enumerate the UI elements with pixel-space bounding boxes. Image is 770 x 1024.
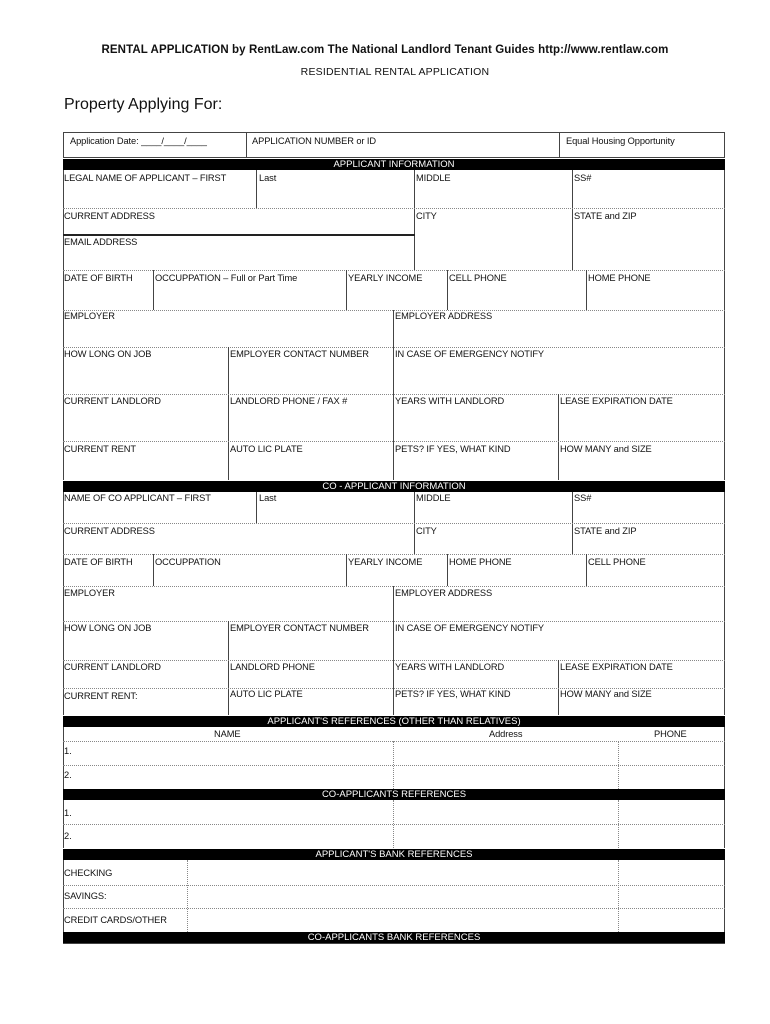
divider: [572, 170, 573, 270]
credit-cards-field[interactable]: CREDIT CARDS/OTHER: [64, 915, 167, 925]
co-pets-field[interactable]: PETS? IF YES, WHAT KIND: [395, 689, 511, 699]
co-ref-row-2[interactable]: 2.: [64, 831, 72, 841]
divider: [228, 621, 229, 715]
row-line: [63, 554, 725, 555]
divider: [256, 492, 257, 523]
co-applicant-references-bar: CO-APPLICANTS REFERENCES: [63, 789, 725, 800]
divider: [558, 394, 559, 480]
divider: [346, 554, 347, 586]
co-cell-phone-field[interactable]: CELL PHONE: [588, 557, 646, 567]
legal-name-first-field[interactable]: LEGAL NAME OF APPLICANT – FIRST: [64, 173, 227, 183]
divider: [586, 554, 587, 586]
years-with-landlord-field[interactable]: YEARS WITH LANDLORD: [395, 396, 505, 406]
row-line: [63, 824, 725, 825]
row-line: [63, 660, 725, 661]
co-landlord-phone-field[interactable]: LANDLORD PHONE: [230, 662, 315, 672]
co-current-landlord-field[interactable]: CURRENT LANDLORD: [64, 662, 161, 672]
co-occupation-field[interactable]: OCCUPPATION: [155, 557, 221, 567]
middle-name-field[interactable]: MIDDLE: [416, 173, 451, 183]
co-years-with-landlord-field[interactable]: YEARS WITH LANDLORD: [395, 662, 505, 672]
date-of-birth-field[interactable]: DATE OF BIRTH: [64, 273, 133, 283]
co-applicant-section-bar: CO - APPLICANT INFORMATION: [63, 481, 725, 492]
co-applicant-bank-bar: CO-APPLICANTS BANK REFERENCES: [63, 932, 725, 943]
auto-plate-field[interactable]: AUTO LIC PLATE: [230, 444, 303, 454]
applicant-bank-bar: APPLICANT'S BANK REFERENCES: [63, 849, 725, 860]
property-applying-for: Property Applying For:: [64, 96, 223, 113]
co-home-phone-field[interactable]: HOME PHONE: [449, 557, 512, 567]
row-line: [63, 885, 725, 886]
co-pets-how-many-field[interactable]: HOW MANY and SIZE: [560, 689, 652, 699]
row-line: [63, 347, 725, 348]
co-employer-field[interactable]: EMPLOYER: [64, 588, 115, 598]
co-name-first-field[interactable]: NAME OF CO APPLICANT – FIRST: [64, 493, 211, 503]
savings-field[interactable]: SAVINGS:: [64, 891, 107, 901]
divider: [586, 270, 587, 310]
co-employer-address-field[interactable]: EMPLOYER ADDRESS: [395, 588, 493, 598]
co-employer-contact-field[interactable]: EMPLOYER CONTACT NUMBER: [230, 623, 369, 633]
document-subtitle: RESIDENTIAL RENTAL APPLICATION: [300, 66, 490, 78]
checking-field[interactable]: CHECKING: [64, 868, 113, 878]
divider: [447, 554, 448, 586]
current-rent-field[interactable]: CURRENT RENT: [64, 444, 136, 454]
pets-how-many-field[interactable]: HOW MANY and SIZE: [560, 444, 652, 454]
co-current-rent-field[interactable]: CURRENT RENT:: [64, 691, 138, 701]
city-field[interactable]: CITY: [416, 211, 437, 221]
cell-phone-field[interactable]: CELL PHONE: [449, 273, 507, 283]
row-line: [63, 908, 725, 909]
document-title: RENTAL APPLICATION by RentLaw.com The National Landlord Tenant Guides http://www.rentlaw.com: [101, 44, 669, 56]
co-ssn-field[interactable]: SS#: [574, 493, 592, 503]
divider: [393, 310, 394, 480]
occupation-field[interactable]: OCCUPPATION – Full or Part Time: [155, 273, 298, 283]
row-line: [63, 310, 725, 311]
divider: [187, 860, 188, 932]
employer-contact-field[interactable]: EMPLOYER CONTACT NUMBER: [230, 349, 369, 359]
divider: [228, 347, 229, 480]
row-line: [63, 441, 725, 442]
bottom-line: [63, 943, 725, 944]
divider: [414, 170, 415, 270]
divider: [246, 132, 247, 158]
last-name-field[interactable]: Last: [259, 173, 277, 183]
divider: [559, 132, 560, 158]
co-lease-expiration-field[interactable]: LEASE EXPIRATION DATE: [560, 662, 673, 672]
employer-field[interactable]: EMPLOYER: [64, 311, 115, 321]
pets-field[interactable]: PETS? IF YES, WHAT KIND: [395, 444, 511, 454]
references-box: [63, 727, 725, 789]
employer-address-field[interactable]: EMPLOYER ADDRESS: [395, 311, 493, 321]
applicant-section-bar: APPLICANT INFORMATION: [63, 159, 725, 170]
ref-name-header: NAME: [214, 729, 241, 739]
current-address-field[interactable]: CURRENT ADDRESS: [64, 211, 155, 221]
ref-row-2[interactable]: 2.: [64, 770, 72, 780]
ref-phone-header: PHONE: [654, 729, 687, 739]
application-number-field[interactable]: APPLICATION NUMBER or ID: [252, 136, 376, 146]
co-auto-plate-field[interactable]: AUTO LIC PLATE: [230, 689, 303, 699]
divider: [153, 270, 154, 310]
state-zip-field[interactable]: STATE and ZIP: [574, 211, 637, 221]
co-yearly-income-field[interactable]: YEARLY INCOME: [348, 557, 423, 567]
divider: [346, 270, 347, 310]
applicant-references-bar: APPLICANT'S REFERENCES (OTHER THAN RELATIVES): [63, 716, 725, 727]
co-ref-row-1[interactable]: 1.: [64, 808, 72, 818]
row-line: [63, 270, 725, 271]
co-city-field[interactable]: CITY: [416, 526, 437, 536]
application-date-field[interactable]: Application Date: ____/____/____: [70, 136, 207, 146]
ssn-field[interactable]: SS#: [574, 173, 592, 183]
email-address-field[interactable]: EMAIL ADDRESS: [64, 237, 138, 247]
co-middle-name-field[interactable]: MIDDLE: [416, 493, 451, 503]
row-line: [63, 765, 725, 766]
lease-expiration-field[interactable]: LEASE EXPIRATION DATE: [560, 396, 673, 406]
row-line: [63, 621, 725, 622]
row-line: [63, 208, 725, 209]
equal-housing-label: Equal Housing Opportunity: [566, 136, 675, 146]
address-underline: [63, 234, 415, 236]
landlord-phone-field[interactable]: LANDLORD PHONE / FAX #: [230, 396, 348, 406]
home-phone-field[interactable]: HOME PHONE: [588, 273, 651, 283]
emergency-contact-field[interactable]: IN CASE OF EMERGENCY NOTIFY: [395, 349, 544, 359]
current-landlord-field[interactable]: CURRENT LANDLORD: [64, 396, 161, 406]
row-line: [63, 523, 725, 524]
row-line: [63, 394, 725, 395]
how-long-on-job-field[interactable]: HOW LONG ON JOB: [64, 349, 152, 359]
row-line: [63, 741, 725, 742]
divider: [393, 586, 394, 715]
ref-address-header: Address: [489, 729, 523, 739]
divider: [153, 554, 154, 586]
co-state-zip-field[interactable]: STATE and ZIP: [574, 526, 637, 536]
co-emergency-contact-field[interactable]: IN CASE OF EMERGENCY NOTIFY: [395, 623, 544, 633]
divider: [447, 270, 448, 310]
co-how-long-on-job-field[interactable]: HOW LONG ON JOB: [64, 623, 152, 633]
divider: [618, 860, 619, 932]
co-last-name-field[interactable]: Last: [259, 493, 277, 503]
co-current-address-field[interactable]: CURRENT ADDRESS: [64, 526, 155, 536]
co-date-of-birth-field[interactable]: DATE OF BIRTH: [64, 557, 133, 567]
divider: [256, 170, 257, 208]
row-line: [63, 586, 725, 587]
yearly-income-field[interactable]: YEARLY INCOME: [348, 273, 423, 283]
ref-row-1[interactable]: 1.: [64, 746, 72, 756]
